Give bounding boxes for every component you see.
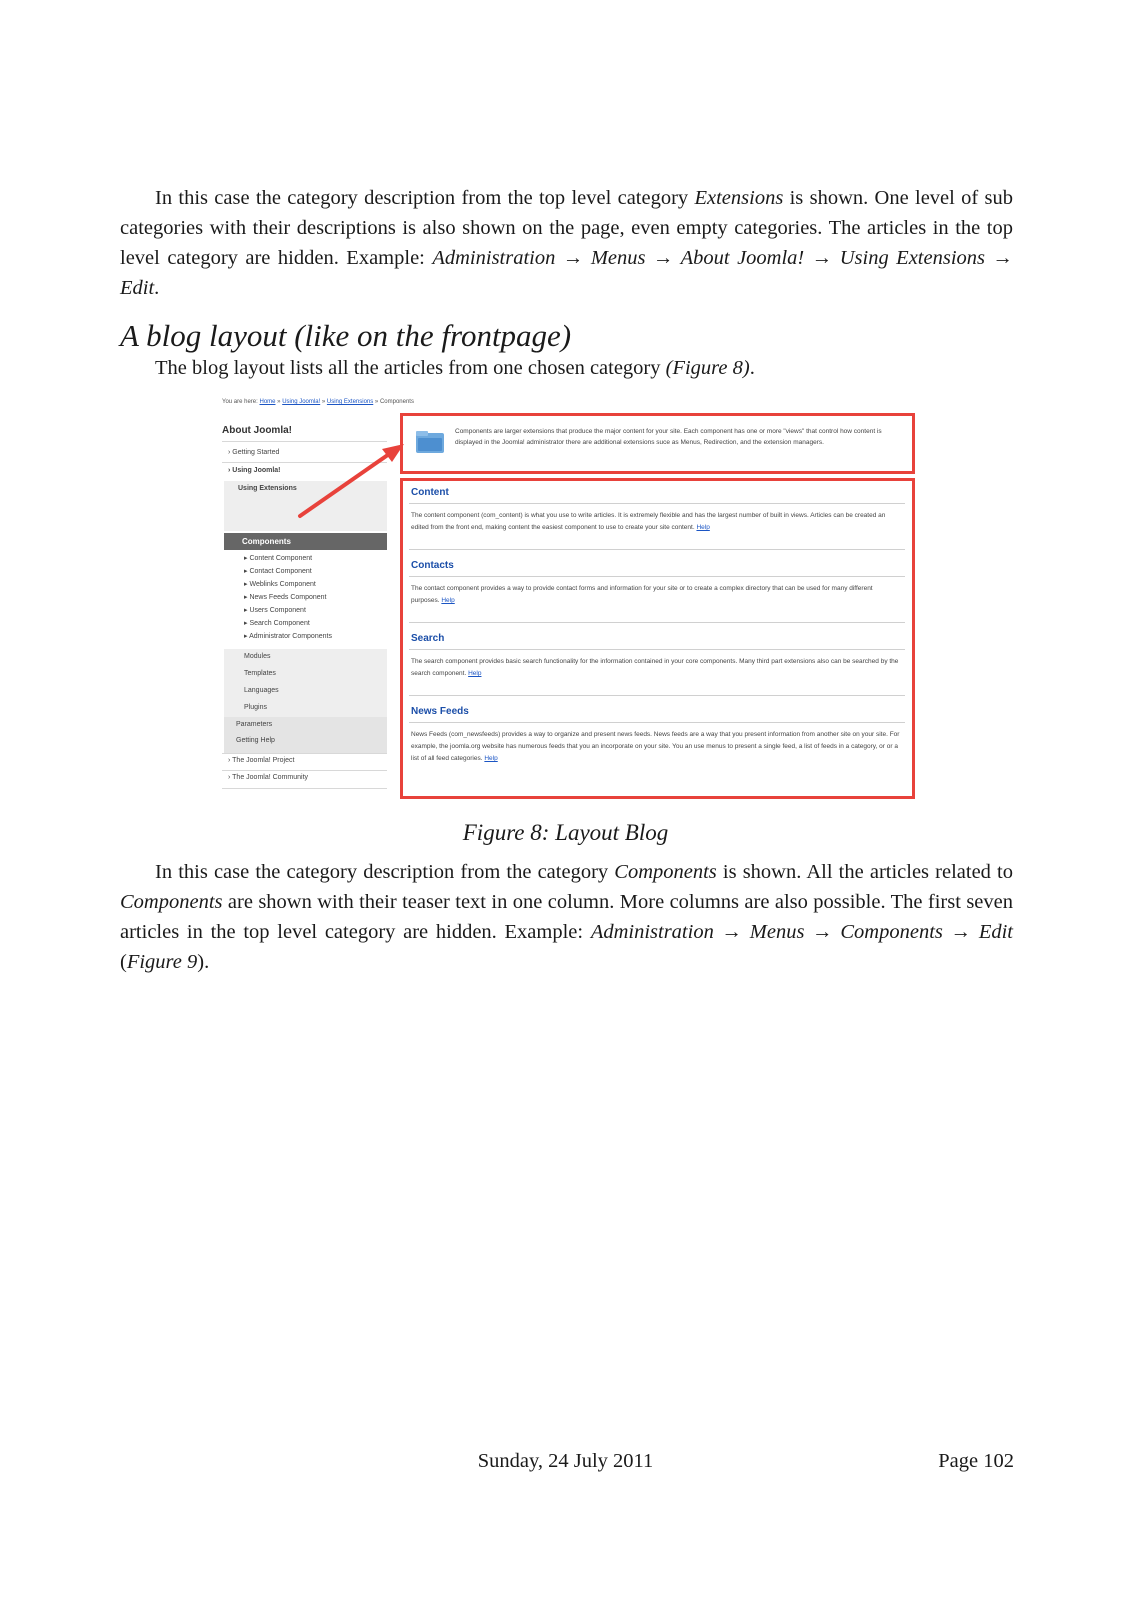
sidebar-subitem[interactable]: ▸ Search Component <box>244 620 310 627</box>
sidebar-item-plugins[interactable]: Plugins <box>244 704 267 711</box>
figure-caption: Figure 8: Layout Blog <box>462 820 669 845</box>
sidebar-item-getting-help[interactable]: Getting Help <box>236 737 275 744</box>
paragraph1-text-1: In this case the category description from the top level category <box>155 187 695 209</box>
sidebar-subitem[interactable]: ▸ News Feeds Component <box>244 594 327 601</box>
sidebar-item-templates[interactable]: Templates <box>244 670 276 677</box>
divider <box>222 770 387 771</box>
paragraph1-em-extensions: Extensions <box>694 187 784 209</box>
paragraph3-em-components: Components <box>614 861 717 883</box>
lead-end: . <box>749 357 755 379</box>
footer-page-number: Page 102 <box>938 1450 1014 1472</box>
paragraph1-text-2: is shown. One level of sub categories with their descriptions is also shown on the page, even empty categories. The articles in the top level category are hidden. Example: <box>120 187 1013 269</box>
help-link[interactable]: Help <box>696 524 710 531</box>
sidebar-subitem[interactable]: ▸ Users Component <box>244 607 306 614</box>
section-text-search: The search component provides basic search functionality for the information contained in your core components. Many third part extensions also can be searched by the search component. Help <box>411 658 899 677</box>
footer-date: Sunday, 24 July 2011 <box>477 1450 654 1472</box>
figure-screenshot <box>222 399 915 799</box>
help-link[interactable]: Help <box>484 755 498 762</box>
folder-icon <box>415 430 445 454</box>
divider <box>409 695 905 696</box>
paragraph-category-description <box>120 183 1013 303</box>
paragraph3-menu-path: Administration → Menus → Components → Edit <box>590 921 1013 943</box>
sidebar-item-using-joomla[interactable]: › Using Joomla! <box>228 467 281 474</box>
paragraph3-figure-ref: Figure 9 <box>126 951 198 973</box>
section-text-contacts: The contact component provides a way to provide contact forms and information for your site or to create a complex directory that can be used for many different purposes. Help <box>411 585 873 604</box>
breadcrumb <box>222 399 414 405</box>
divider <box>222 441 387 442</box>
subcategory-list-box <box>400 478 915 799</box>
sidebar-item-getting-started[interactable]: › Getting Started <box>228 449 280 456</box>
section-heading: A blog layout (like on the frontpage) <box>120 318 572 353</box>
category-description-text: Components are larger extensions that produce the major content for your site. Each component has one or more "views" that control how content is displayed in the Joomla! administrator there are additional extensions suce as Menus, Redirection, and the extension managers. <box>455 428 882 446</box>
paragraph3-text-3: are shown with their teaser text in one column. More columns are also possible. The first seven articles in the top level category are hidden. Example: <box>120 891 1013 943</box>
breadcrumb-link[interactable]: Using Extensions <box>326 399 374 405</box>
divider <box>409 503 905 504</box>
sidebar-subitem[interactable]: ▸ Contact Component <box>244 568 312 575</box>
breadcrumb-separator: » <box>277 399 281 405</box>
sidebar-item-modules[interactable]: Modules <box>244 653 271 660</box>
sidebar-title: About Joomla! <box>222 425 292 436</box>
sidebar-item-joomla-community[interactable]: › The Joomla! Community <box>228 774 309 781</box>
section-title-contacts[interactable]: Contacts <box>411 560 454 571</box>
divider <box>409 722 905 723</box>
breadcrumb-separator: » <box>374 399 379 405</box>
help-link[interactable]: Help <box>468 670 482 677</box>
sidebar-item-languages[interactable]: Languages <box>244 687 279 694</box>
breadcrumb-separator: » <box>321 399 326 405</box>
lead-text: The blog layout lists all the articles from one chosen category <box>155 357 666 379</box>
sidebar-subitem[interactable]: ▸ Content Component <box>244 555 313 562</box>
category-description-box <box>400 413 915 474</box>
section-text-content: The content component (com_content) is what you use to write articles. It is extremely flexible and has the largest number of built in views. Articles can be created an edited from the front end, making content the easiest component to use to create your site content. Help <box>411 512 886 531</box>
section-title-news-feeds[interactable]: News Feeds <box>411 706 469 717</box>
paragraph1-menu-path: Administration → Menus → About Joomla! → Using Extensions → Edit <box>120 247 1013 299</box>
paragraph3-end: ). <box>197 951 210 973</box>
paragraph3-em-components-2: Components <box>120 891 223 913</box>
sidebar-subitem[interactable]: ▸ Administrator Components <box>244 633 332 640</box>
help-link[interactable]: Help <box>441 597 455 604</box>
sidebar-item-components-active[interactable]: Components <box>224 533 387 550</box>
divider <box>409 549 905 550</box>
divider <box>222 788 387 789</box>
breadcrumb-current: Components <box>379 399 414 405</box>
paragraph3-text-1: In this case the category description from the category <box>155 861 615 883</box>
section-text-news-feeds: News Feeds (com_newsfeeds) provides a way to organize and present news feeds. News feeds are a way that you present information from another site on your site. For example, the joomla.org website has numerous feeds that you an incorporate on your site. You an use menus to present a single feed, a list of feeds in a category, or or a list of all feed categories. Help <box>411 731 900 762</box>
sidebar-item-joomla-project[interactable]: › The Joomla! Project <box>228 757 295 764</box>
breadcrumb-link[interactable]: Home <box>259 399 276 405</box>
section-title-search[interactable]: Search <box>411 633 445 644</box>
divider <box>409 649 905 650</box>
sidebar-menu <box>222 423 387 795</box>
lead-figure-ref: (Figure 8) <box>665 357 750 379</box>
section-title-content[interactable]: Content <box>411 487 449 498</box>
divider <box>222 753 387 754</box>
paragraph3-open: ( <box>120 951 127 973</box>
breadcrumb-prefix: You are here: <box>222 399 258 405</box>
paragraph1-end: . <box>154 277 160 299</box>
sidebar-item-using-extensions[interactable]: Using Extensions <box>238 485 297 492</box>
paragraph3-text-2: is shown. All the articles related to <box>716 861 1014 883</box>
divider <box>409 576 905 577</box>
divider <box>222 462 387 463</box>
sidebar-subitem[interactable]: ▸ Weblinks Component <box>244 581 316 588</box>
lead-paragraph <box>155 353 755 383</box>
sidebar-item-parameters[interactable]: Parameters <box>236 721 273 728</box>
breadcrumb-link[interactable]: Using Joomla! <box>282 399 321 405</box>
paragraph-blog-description <box>120 857 1013 977</box>
divider <box>409 622 905 623</box>
